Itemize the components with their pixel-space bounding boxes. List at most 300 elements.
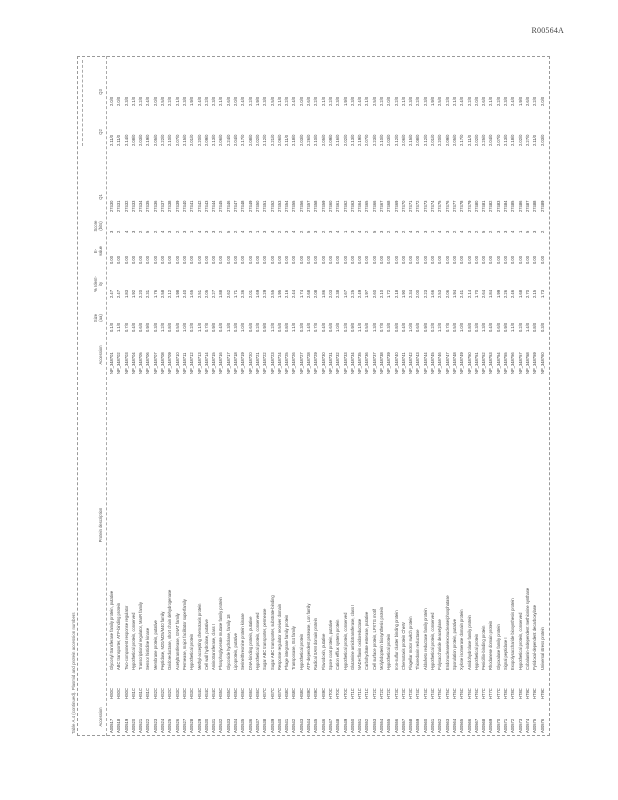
cell-acc: HS2C	[167, 688, 173, 699]
cell-acc: HT1C	[357, 688, 363, 699]
cell-desc: Flavodoxin, putative	[320, 633, 326, 670]
cell-id: A00571	[503, 718, 509, 733]
cell-rank: 2	[488, 230, 494, 233]
cell-acc: HT7C	[481, 688, 487, 699]
cell-acc: HS7C	[276, 688, 282, 699]
cell-id: A00576	[539, 718, 545, 733]
cell-len: 1.1/0	[196, 322, 202, 332]
cell-p1: 27461	[335, 200, 341, 212]
cell-p3: 2.2/0	[495, 96, 501, 106]
cell-ev: 0.00	[225, 256, 231, 264]
cell-p2: 2.11/0	[466, 134, 472, 146]
table-row	[254, 56, 261, 736]
cell-acc: HS5C	[233, 688, 239, 699]
cell-p2: 2.16/0	[335, 134, 341, 146]
cell-p3: 2.4/0	[240, 96, 246, 106]
cell-cov: 1.97	[364, 290, 370, 298]
cell-p3: 2.1/0	[174, 96, 180, 106]
cell-ev: 0.00	[160, 256, 166, 264]
cell-desc: Transposase, IS4 family	[291, 626, 297, 670]
cell-ev: 0.00	[371, 256, 377, 264]
cell-id: A00522	[145, 718, 151, 733]
cell-cov: 2.03	[327, 290, 333, 298]
cell-acc: HS3C	[174, 688, 180, 699]
cell-desc: Response regulator receiver domain	[276, 604, 282, 670]
cell-len: 0.9/0	[145, 322, 151, 332]
cell-len: 0.9/0	[211, 322, 217, 332]
cell-desc: Phosphoglycerate mutase family protein	[218, 597, 224, 670]
cell-p1: 27470	[400, 200, 406, 212]
cell-ev: 0.00	[116, 256, 122, 264]
cell-p3: 2.4/0	[357, 96, 363, 106]
cell-desc: Hypothetical protein, conserved	[430, 612, 436, 670]
cell-gi: NP_348728	[306, 352, 312, 374]
cell-gi: NP_348760	[539, 352, 545, 374]
cell-rank: 2	[473, 230, 479, 233]
cell-len: 0.5/0	[451, 322, 457, 332]
cell-rank: 2	[451, 230, 457, 233]
cell-desc: Penicillin-binding protein	[481, 625, 487, 670]
table-row	[159, 56, 166, 736]
cell-p2: 2.05/0	[152, 134, 158, 146]
cell-acc: HT4C	[430, 688, 436, 699]
cell-rank: 5	[524, 230, 530, 233]
cell-gi: NP_348755	[503, 352, 509, 374]
table-row	[429, 56, 436, 736]
cell-rank: 2	[386, 230, 392, 233]
cell-p2: 2.23/0	[371, 134, 377, 146]
cell-p3: 2.4/0	[196, 96, 202, 106]
cell-acc: HT6C	[473, 688, 479, 699]
cell-cov: 2.46	[510, 290, 516, 298]
table-row	[342, 56, 349, 736]
cell-len: 1.1/0	[291, 322, 297, 332]
cell-ev: 0.00	[532, 256, 538, 264]
cell-desc: Oxidoreductase, short chain dehydrogenase	[167, 589, 173, 670]
cell-p1: 27446	[225, 200, 231, 212]
cell-acc: HS6C	[247, 688, 253, 699]
cell-desc: Universal stress protein	[539, 627, 545, 670]
cell-acc: HS9C	[306, 688, 312, 699]
data-table	[70, 56, 550, 736]
cell-p3: 2.0/0	[109, 96, 114, 106]
cell-cov: 1.88	[218, 290, 224, 298]
table-row	[276, 56, 283, 736]
cell-cov: 1.73	[539, 290, 545, 298]
cell-acc: HS0C	[109, 688, 114, 699]
cell-p1: 27438	[167, 200, 173, 212]
cell-acc: HS8C	[284, 688, 290, 699]
cell-p1: 27478	[459, 200, 465, 212]
column-header-len: Size (aa)	[93, 313, 103, 323]
cell-p2: 2.04/0	[233, 134, 239, 146]
cell-id: A00544	[306, 718, 312, 733]
table-row	[203, 56, 210, 736]
cell-gi: NP_348702	[116, 352, 122, 374]
cell-p1: 27435	[145, 200, 151, 212]
cell-len: 0.8/0	[284, 322, 290, 332]
cell-id: A00545	[313, 718, 319, 733]
cell-rank: 3	[181, 230, 187, 233]
cell-cov: 2.01	[247, 290, 253, 298]
cell-desc: Exopolysaccharide biosynthesis protein	[510, 598, 516, 670]
cell-ev: 0.00	[320, 256, 326, 264]
cell-desc: Glutamine amidotransferase, class I	[349, 604, 355, 670]
cell-rank: 3	[495, 230, 501, 233]
cell-rank: 3	[203, 230, 209, 233]
cell-ev: 0.00	[503, 256, 509, 264]
cell-cov: 2.08	[313, 290, 319, 298]
cell-gi: NP_348736	[364, 352, 370, 374]
cell-p2: 2.17/0	[240, 134, 246, 146]
cell-len: 1.4/0	[306, 322, 312, 332]
cell-p2: 2.02/0	[517, 134, 523, 146]
cell-id: A00575	[532, 718, 538, 733]
cell-desc: NADH:flavin oxidoreductase	[357, 618, 363, 670]
cell-rank: 2	[152, 230, 158, 233]
cell-id: A00535	[240, 718, 246, 733]
cell-desc: Molybdopterin biosynthesis protein	[378, 606, 384, 670]
cell-rank: 3	[532, 230, 538, 233]
cell-p2: 2.25/0	[481, 134, 487, 146]
cell-ev: 0.00	[174, 256, 180, 264]
cell-gi: NP_348744	[422, 352, 428, 374]
cell-id: A00564	[451, 718, 457, 733]
cell-p2: 2.01/0	[430, 134, 436, 146]
cell-p1: 27474	[430, 200, 436, 212]
cell-acc: HS1C	[145, 688, 151, 699]
cell-p3: 2.1/0	[400, 96, 406, 106]
cell-gi: NP_348727	[298, 352, 304, 374]
cell-ev: 0.00	[269, 256, 275, 264]
cell-id: A00523	[152, 718, 158, 733]
cell-p1: 27481	[481, 200, 487, 212]
cell-p3: 2.3/0	[503, 96, 509, 106]
cell-cov: 1.76	[152, 290, 158, 298]
cell-p2: 2.07/0	[364, 134, 370, 146]
table-row	[524, 56, 531, 736]
cell-gi: NP_348719	[240, 352, 246, 374]
cell-rank: 5	[225, 230, 231, 233]
cell-gi: NP_348749	[459, 352, 465, 374]
cell-id: A00573	[517, 718, 523, 733]
cell-p2: 2.13/0	[211, 134, 217, 146]
cell-ev: 0.00	[327, 256, 333, 264]
cell-ev: 0.00	[298, 256, 304, 264]
cell-desc: Hypothetical protein	[189, 633, 195, 670]
cell-id: A00525	[167, 718, 173, 733]
cell-rank: 3	[167, 230, 173, 233]
cell-rank: 5	[481, 230, 487, 233]
cell-desc: Glycoside hydrolase, family 18	[225, 614, 231, 670]
cell-len: 0.4/0	[218, 322, 224, 332]
table-row	[181, 56, 188, 736]
cell-acc: HT7C	[495, 688, 501, 699]
cell-p2: 2.18/0	[291, 134, 297, 146]
cell-desc: Membrane protein, putative	[152, 620, 158, 670]
cell-ev: 0.00	[400, 256, 406, 264]
cell-desc: Pyridoxal-dependent decarboxylase	[532, 604, 538, 670]
cell-rank: 3	[211, 230, 217, 233]
cell-acc: HT2C	[371, 688, 377, 699]
cell-id: A00574	[524, 718, 530, 733]
table-top-rule	[77, 56, 78, 736]
column-header-rank: Score (bits)	[93, 220, 103, 232]
cell-rank: 2	[320, 230, 326, 233]
cell-len: 0.3/0	[152, 322, 158, 332]
table-row	[422, 56, 429, 736]
cell-p2: 2.08/0	[415, 134, 421, 146]
cell-gi: NP_348723	[269, 352, 275, 374]
table-row	[144, 56, 151, 736]
cell-desc: Thioredoxin reductase	[415, 629, 421, 670]
cell-len: 0.3/0	[233, 322, 239, 332]
cell-desc: Phage integrase family protein	[284, 614, 290, 670]
cell-rank: 4	[408, 230, 414, 233]
cell-acc: HS6C	[240, 688, 246, 699]
cell-len: 0.3/0	[539, 322, 545, 332]
cell-p3: 2.0/0	[386, 96, 392, 106]
cell-cov: 2.53	[437, 290, 443, 298]
cell-ev: 0.00	[240, 256, 246, 264]
cell-desc: Sugar ABC transporter, substrate-binding	[269, 595, 275, 670]
cell-ev: 0.00	[145, 256, 151, 264]
cell-p2: 2.20/0	[196, 134, 202, 146]
cell-len: 1.1/0	[116, 322, 122, 332]
cell-p2: 2.02/0	[473, 134, 479, 146]
cell-rank: 3	[284, 230, 290, 233]
cell-id: A00538	[262, 718, 268, 733]
cell-id: A00556	[393, 718, 399, 733]
cell-desc: Hypothetical protein, conserved	[517, 612, 523, 670]
cell-ev: 0.00	[313, 256, 319, 264]
table-row	[356, 56, 363, 736]
cell-gi: NP_348732	[335, 352, 341, 374]
cell-cov: 2.34	[408, 290, 414, 298]
cell-desc: Chemotaxis protein CheW	[400, 622, 406, 670]
cell-p1: 27489	[539, 200, 545, 212]
cell-p2: 2.18/0	[510, 134, 516, 146]
cell-rank: 4	[335, 230, 341, 233]
cell-rank: 4	[240, 230, 246, 233]
table-row	[123, 56, 130, 736]
cell-ev: 0.00	[218, 256, 224, 264]
cell-cov: 1.92	[130, 290, 136, 298]
cell-rank: 4	[160, 230, 166, 233]
cell-p3: 2.2/0	[378, 96, 384, 106]
cell-len: 0.9/0	[349, 322, 355, 332]
cell-cov: 2.47	[109, 290, 114, 298]
cell-desc: Hypothetical protein	[298, 633, 304, 670]
cell-len: 0.7/0	[444, 322, 450, 332]
cell-gi: NP_348745	[430, 352, 436, 374]
cell-rank: 3	[422, 230, 428, 233]
cell-rank: 2	[138, 230, 144, 233]
table-row	[261, 56, 268, 736]
cell-rank: 2	[364, 230, 370, 233]
cell-desc: Methyl-accepting chemotaxis protein	[196, 603, 202, 670]
cell-acc: HS6C	[254, 688, 260, 699]
cell-ev: 0.00	[430, 256, 436, 264]
cell-desc: Hypothetical protein, conserved	[130, 612, 136, 670]
cell-p1: 27458	[313, 200, 319, 212]
cell-id: A00551	[357, 718, 363, 733]
cell-p3: 2.4/0	[291, 96, 297, 106]
cell-len: 0.7/0	[378, 322, 384, 332]
cell-p3: 2.2/0	[138, 96, 144, 106]
cell-gi: NP_348730	[320, 352, 326, 374]
page-identifier: R00564A	[531, 26, 564, 35]
cell-len: 0.1/0	[109, 322, 114, 332]
cell-cov: 2.06	[444, 290, 450, 298]
cell-desc: Spore coat protein, putative	[327, 619, 333, 670]
cell-len: 0.6/0	[415, 322, 421, 332]
cell-acc: HT0C	[335, 688, 341, 699]
cell-desc: Hypothetical protein	[386, 633, 392, 670]
cell-acc: HT5C	[451, 688, 457, 699]
cell-len: 0.3/0	[386, 322, 392, 332]
cell-cov: 2.18	[393, 290, 399, 298]
cell-cov: 2.58	[160, 290, 166, 298]
cell-gi: NP_348752	[481, 352, 487, 374]
cell-ev: 0.00	[211, 256, 217, 264]
cell-ev: 0.00	[109, 256, 114, 264]
cell-p3: 2.2/0	[167, 96, 173, 106]
cell-acc: HS2C	[152, 688, 158, 699]
cell-gi: NP_348717	[225, 352, 231, 374]
cell-p1: 27443	[203, 200, 209, 212]
cell-cov: 1.69	[254, 290, 260, 298]
cell-ev: 0.00	[459, 256, 465, 264]
cell-desc: Aminotransferase, class I	[211, 624, 217, 670]
cell-cov: 1.95	[276, 290, 282, 298]
cell-rank: 3	[109, 230, 114, 233]
cell-desc: Lipoprotein, putative	[233, 633, 239, 670]
table-row	[473, 56, 480, 736]
cell-acc: HT9C	[539, 688, 545, 699]
cell-cov: 2.41	[459, 290, 465, 298]
cell-desc: Hypothetical protein, conserved	[342, 612, 348, 670]
table-bottom-rule	[549, 56, 550, 736]
cell-p3: 2.0/0	[116, 96, 122, 106]
table-row	[414, 56, 421, 736]
cell-acc: HT8C	[517, 688, 523, 699]
cell-p2: 2.14/0	[123, 134, 129, 146]
cell-p3: 2.2/0	[444, 96, 450, 106]
cell-p2: 2.17/0	[459, 134, 465, 146]
cell-rank: 5	[145, 230, 151, 233]
cell-ev: 0.00	[488, 256, 494, 264]
cell-gi: NP_348721	[254, 352, 260, 374]
cell-len: 1.2/0	[160, 322, 166, 332]
cell-len: 1.3/0	[371, 322, 377, 332]
cell-rank: 4	[123, 230, 129, 233]
cell-cov: 1.70	[473, 290, 479, 298]
table-row	[451, 56, 458, 736]
cell-len: 0.3/0	[473, 322, 479, 332]
cell-id: A00517	[109, 718, 114, 733]
cell-len: 0.2/0	[517, 322, 523, 332]
cell-desc: Transcriptional regulator, MarR family	[138, 602, 144, 670]
cell-p2: 2.08/0	[247, 134, 253, 146]
table-row	[327, 56, 334, 736]
cell-len: 1.4/0	[524, 322, 530, 332]
cell-acc: HT1C	[364, 688, 370, 699]
cell-cov: 2.62	[225, 290, 231, 298]
cell-p2: 2.03/0	[138, 134, 144, 146]
cell-ev: 0.00	[495, 256, 501, 264]
cell-p2: 2.06/0	[218, 134, 224, 146]
cell-cov: 2.10	[378, 290, 384, 298]
cell-rank: 2	[276, 230, 282, 233]
cell-p2: 2.10/0	[313, 134, 319, 146]
cell-rank: 4	[459, 230, 465, 233]
cell-cov: 1.67	[342, 290, 348, 298]
cell-id: A00533	[225, 718, 231, 733]
cell-acc: HS3C	[189, 688, 195, 699]
cell-gi: NP_348733	[342, 352, 348, 374]
cell-acc: HT0C	[342, 688, 348, 699]
cell-p2: 2.09/0	[203, 134, 209, 146]
cell-len: 1.3/0	[225, 322, 231, 332]
cell-p1: 27462	[342, 200, 348, 212]
cell-id: A00527	[181, 718, 187, 733]
cell-p3: 2.1/0	[364, 96, 370, 106]
cell-p2: 2.08/0	[130, 134, 136, 146]
cell-len: 0.7/0	[123, 322, 129, 332]
cell-len: 0.8/0	[532, 322, 538, 332]
cell-p2: 2.03/0	[298, 134, 304, 146]
column-header-p2: Q2	[98, 129, 103, 135]
cell-acc: HT4C	[415, 688, 421, 699]
cell-id: A00561	[430, 718, 436, 733]
cell-p1: 27436	[152, 200, 158, 212]
cell-desc: Glycosyl transferase family protein, putative	[109, 590, 114, 670]
table-row	[385, 56, 392, 736]
cell-desc: Permease, major facilitator superfamily	[181, 599, 187, 670]
cell-cov: 1.94	[451, 290, 457, 298]
cell-id: A00569	[488, 718, 494, 733]
cell-gi: NP_348726	[291, 352, 297, 374]
table-row	[305, 56, 312, 736]
cell-gi: NP_348724	[276, 352, 282, 374]
cell-gi: NP_348734	[349, 352, 355, 374]
cell-cov: 1.86	[320, 290, 326, 298]
cell-gi: NP_348714	[203, 352, 209, 374]
cell-rank: 3	[349, 230, 355, 233]
cell-p3: 2.3/0	[335, 96, 341, 106]
cell-gi: NP_348703	[123, 352, 129, 374]
table-row	[312, 56, 319, 736]
cell-p1: 27473	[422, 200, 428, 212]
cell-rank: 3	[393, 230, 399, 233]
table-row	[283, 56, 290, 736]
cell-p2: 2.19/0	[145, 134, 151, 146]
cell-ev: 0.00	[444, 256, 450, 264]
cell-p1: 27485	[510, 200, 516, 212]
cell-p1: 27469	[393, 200, 399, 212]
cell-gi: NP_348731	[327, 352, 333, 374]
cell-id: A00526	[174, 718, 180, 733]
cell-p2: 2.02/0	[254, 134, 260, 146]
cell-len: 0.6/0	[138, 322, 144, 332]
table-row	[407, 56, 414, 736]
cell-p3: 2.0/0	[233, 96, 239, 106]
cell-acc: HT3C	[408, 688, 414, 699]
cell-p3: 2.2/0	[415, 96, 421, 106]
cell-cov: 1.65	[189, 290, 195, 298]
cell-len: 1.2/0	[269, 322, 275, 332]
